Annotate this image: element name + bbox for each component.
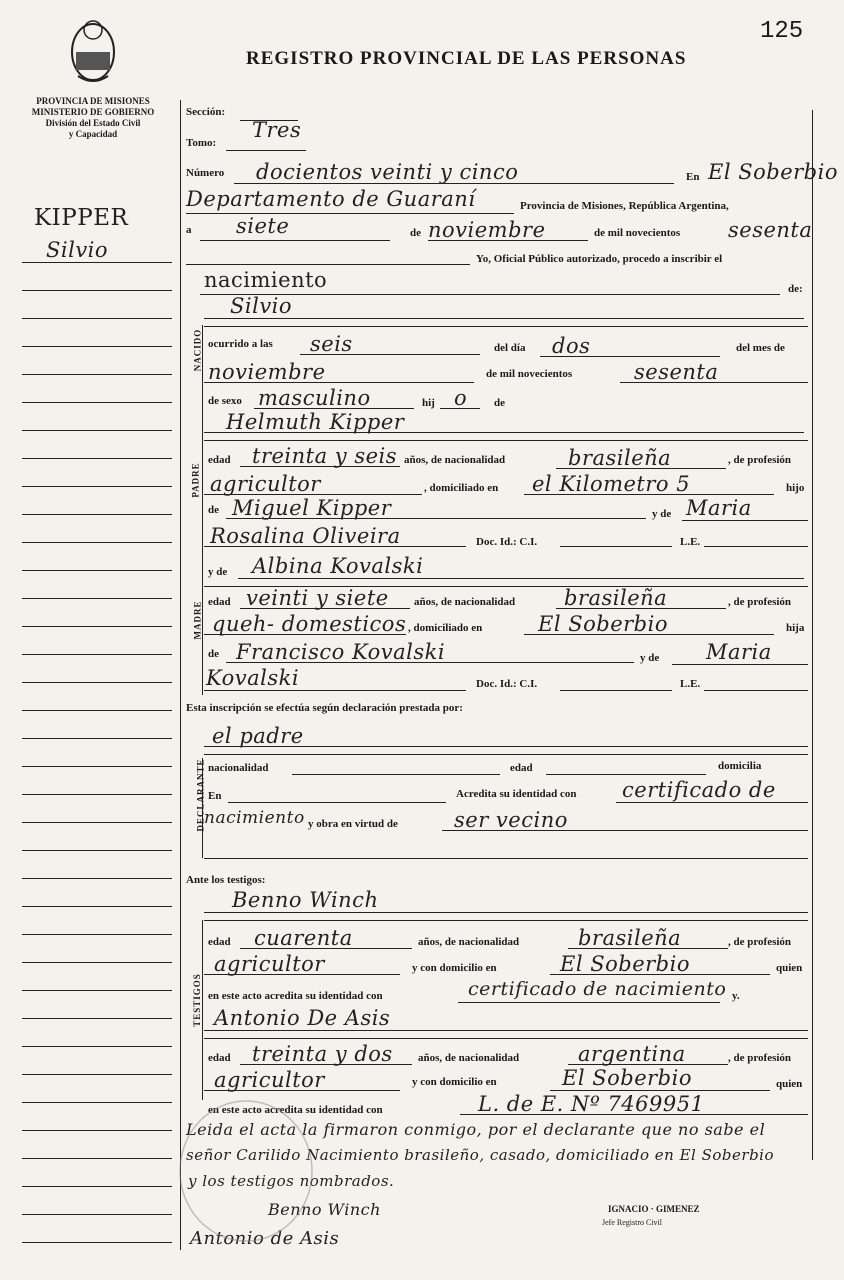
label-mil-2: de mil novecientos (486, 368, 573, 380)
margin-rule (22, 402, 172, 403)
margin-rule (22, 262, 172, 263)
label-dom-padre: , domiciliado en (424, 482, 499, 494)
margin-rule (22, 570, 172, 571)
label-edad-madre: edad (208, 596, 231, 608)
label-de-sexo: de sexo (208, 395, 242, 407)
entry-testigo1: Benno Winch (232, 888, 379, 912)
label-de-2: de (494, 397, 505, 409)
label-doc-id-2: Doc. Id.: C.I. (476, 678, 538, 690)
entry-t1-dom: El Soberbio (560, 952, 690, 976)
margin-rule (22, 766, 172, 767)
label-con-dom-t1: y con domicilio en (412, 962, 497, 974)
entry-padre-dom: el Kilometro 5 (532, 472, 691, 496)
entry-t2-dom: El Soberbio (562, 1066, 692, 1090)
entry-numero: docientos veinti y cinco (256, 160, 519, 184)
entry-t1-id: certificado de nacimiento (468, 978, 727, 1000)
entry-t1-prof: agricultor (214, 952, 325, 976)
entry-madre-dom: El Soberbio (538, 612, 668, 636)
label-en-este-acto-2: en este acto acredita su identidad con (208, 1104, 383, 1116)
label-dom-madre: , domiciliado en (408, 622, 483, 634)
margin-rule (22, 710, 172, 711)
margin-rule (22, 430, 172, 431)
entry-obra: ser vecino (454, 808, 568, 832)
margin-rule (22, 962, 172, 963)
margin-rule (22, 514, 172, 515)
label-hijo: hijo (786, 482, 805, 494)
entry-t2-nac: argentina (578, 1042, 686, 1066)
side-label-madre: MADRE (192, 600, 203, 640)
label-de-1: de (410, 227, 421, 239)
label-mil-1: de mil novecientos (594, 227, 681, 239)
margin-rule (22, 1130, 172, 1131)
margin-rule (22, 1102, 172, 1103)
entry-hora: seis (310, 332, 353, 356)
official-title: Jefe Registro Civil (602, 1218, 662, 1227)
label-prof-padre: , de profesión (728, 454, 792, 466)
margin-rule (22, 458, 172, 459)
margin-rule (22, 598, 172, 599)
entry-madre-hija-de-1: Francisco Kovalski (236, 640, 446, 664)
label-obra: y obra en virtud de (308, 818, 398, 830)
label-del-mes: del mes de (736, 342, 785, 354)
label-hija: hija (786, 622, 805, 634)
label-y-de-3: y de (640, 652, 660, 664)
entry-padre-hijo-de-2b: Rosalina Oliveira (210, 524, 401, 548)
margin-rule (22, 822, 172, 823)
label-ante-testigos: Ante los testigos: (186, 874, 266, 886)
margin-rule (22, 318, 172, 319)
margin-surname: KIPPER (34, 205, 129, 231)
entry-padre-hijo-de-2a: Maria (686, 496, 752, 520)
label-del-dia: del día (494, 342, 526, 354)
entry-madre-prof: queh- domesticos (212, 612, 407, 636)
entry-nombre: Silvio (230, 294, 293, 318)
margin-rule (22, 682, 172, 683)
label-le-2: L.E. (680, 678, 701, 690)
margin-rule (22, 990, 172, 991)
entry-anio: sesenta (728, 218, 813, 242)
entry-anio-nac: sesenta (634, 360, 719, 384)
entry-dia: siete (236, 214, 290, 238)
label-edad-padre: edad (208, 454, 231, 466)
entry-t2-edad: treinta y dos (252, 1042, 393, 1066)
label-y-de-1: y de (652, 508, 672, 520)
entry-padre-prof: agricultor (210, 472, 321, 496)
label-en-este-acto-1: en este acto acredita su identidad con (208, 990, 383, 1002)
label-edad-t2: edad (208, 1052, 231, 1064)
entry-declarante: el padre (212, 724, 304, 748)
entry-padre-edad: treinta y seis (252, 444, 398, 468)
entry-padre-nombre: Helmuth Kipper (226, 410, 405, 434)
entry-sexo: masculino (258, 386, 371, 410)
document-title: REGISTRO PROVINCIAL DE LAS PERSONAS (246, 48, 687, 69)
entry-tomo: Tres (252, 118, 302, 142)
label-con-dom-t2: y con domicilio en (412, 1076, 497, 1088)
label-ocurrido: ocurrido a las (208, 338, 273, 350)
label-a: a (186, 224, 192, 236)
label-yo-oficial: Yo, Oficial Público autorizado, procedo a inscribir el (476, 253, 723, 265)
entry-madre-edad: veinti y siete (246, 586, 389, 610)
margin-rule (22, 1074, 172, 1075)
signature-witness-1: Benno Winch (268, 1200, 381, 1219)
label-y-de-2: y de (208, 566, 228, 578)
label-doc-id-1: Doc. Id.: C.I. (476, 536, 538, 548)
section-border (202, 325, 203, 695)
closing-line-1: Leida el acta la firmaron conmigo, por el declarante que no sabe el (186, 1120, 766, 1139)
entry-acto: nacimiento (204, 268, 328, 292)
side-label-padre: PADRE (190, 462, 201, 498)
label-prof-t1: , de profesión (728, 936, 792, 948)
entry-testigo2: Antonio De Asis (214, 1006, 391, 1030)
official-seal-icon (176, 1096, 316, 1246)
margin-rule (22, 850, 172, 851)
label-de-colon: de: (788, 283, 803, 295)
label-esta-inscripcion: Esta inscripción se efectúa según declaración prestada por: (186, 702, 463, 714)
entry-t2-prof: agricultor (214, 1068, 325, 1092)
entry-acredita-2: nacimiento (204, 808, 305, 828)
label-anos-t2: años, de nacionalidad (418, 1052, 520, 1064)
closing-line-3: y los testigos nombrados. (188, 1172, 395, 1190)
margin-rule (22, 1242, 172, 1243)
label-domicilia: domicilia (718, 760, 762, 772)
entry-madre-hija-de-2a: Maria (706, 640, 772, 664)
entry-mes: noviembre (428, 218, 546, 242)
label-y-punto: y. (732, 990, 740, 1002)
ministry-heading: PROVINCIA DE MISIONES MINISTERIO DE GOBIERNO División del Estado Civil y Capacidad (31, 96, 155, 139)
margin-rule (22, 1018, 172, 1019)
label-anos-t1: años, de nacionalidad (418, 936, 520, 948)
margin-rule (22, 1158, 172, 1159)
label-edad-t1: edad (208, 936, 231, 948)
label-prof-madre: , de profesión (728, 596, 792, 608)
entry-madre-nombre: Albina Kovalski (252, 554, 424, 578)
label-quien-2: quien (776, 1078, 803, 1090)
entry-madre-hija-de-2b: Kovalski (206, 666, 300, 690)
margin-rule (22, 794, 172, 795)
label-en: En (686, 171, 700, 183)
side-label-declarante: DECLARANTE (195, 758, 206, 832)
label-de-3: de (208, 504, 219, 516)
coat-of-arms-icon (66, 14, 120, 88)
margin-rule (22, 1046, 172, 1047)
side-label-testigos: TESTIGOS (191, 973, 202, 1027)
margin-rule (22, 290, 172, 291)
entry-padre-nac: brasileña (568, 446, 672, 470)
entry-acredita: certificado de (622, 778, 776, 802)
closing-line-2: señor Carilido Nacimiento brasileño, casado, domiciliado en El Soberbio (186, 1146, 775, 1164)
margin-rule (22, 654, 172, 655)
label-le-1: L.E. (680, 536, 701, 548)
label-seccion: Sección: (186, 106, 226, 118)
entry-padre-hijo-de-1: Miguel Kipper (232, 496, 392, 520)
margin-rule (22, 934, 172, 935)
margin-rule (22, 878, 172, 879)
entry-hij: o (454, 386, 468, 410)
label-anos-madre: años, de nacionalidad (414, 596, 516, 608)
label-acredita: Acredita su identidad con (456, 788, 577, 800)
label-nacionalidad: nacionalidad (208, 762, 269, 774)
margin-rule (22, 486, 172, 487)
entry-madre-nac: brasileña (564, 586, 668, 610)
margin-rule (22, 1186, 172, 1187)
margin-rule (22, 1214, 172, 1215)
entry-mes-nac: noviembre (208, 360, 326, 384)
left-border (180, 100, 181, 1250)
label-en-decl: En (208, 790, 222, 802)
entry-t2-id: L. de E. Nº 7469951 (478, 1092, 705, 1116)
margin-rule (22, 346, 172, 347)
right-border (812, 110, 813, 1160)
entry-t1-nac: brasileña (578, 926, 682, 950)
label-edad-decl: edad (510, 762, 533, 774)
label-prof-t2: , de profesión (728, 1052, 792, 1064)
label-hij: hij (422, 397, 435, 409)
section-border-3 (202, 920, 203, 1100)
label-anos-padre: años, de nacionalidad (404, 454, 506, 466)
official-name: IGNACIO · GIMENEZ (608, 1204, 700, 1214)
margin-rule (22, 906, 172, 907)
margin-rule (22, 626, 172, 627)
page-number: 125 (760, 18, 804, 45)
margin-rule (22, 374, 172, 375)
label-provincia: Provincia de Misiones, República Argentina, (520, 200, 729, 212)
margin-rule (22, 738, 172, 739)
entry-en: El Soberbio (708, 160, 838, 184)
label-numero: Número (186, 167, 225, 179)
side-label-nacido: NACIDO (192, 328, 203, 372)
entry-departamento: Departamento de Guaraní (186, 187, 476, 211)
label-tomo: Tomo: (186, 137, 217, 149)
label-de-4: de (208, 648, 219, 660)
entry-dia-nac: dos (552, 334, 591, 358)
signature-witness-2: Antonio de Asis (190, 1228, 340, 1249)
label-quien-1: quien (776, 962, 803, 974)
margin-given-name: Silvio (46, 238, 109, 262)
margin-rule (22, 542, 172, 543)
entry-t1-edad: cuarenta (254, 926, 353, 950)
